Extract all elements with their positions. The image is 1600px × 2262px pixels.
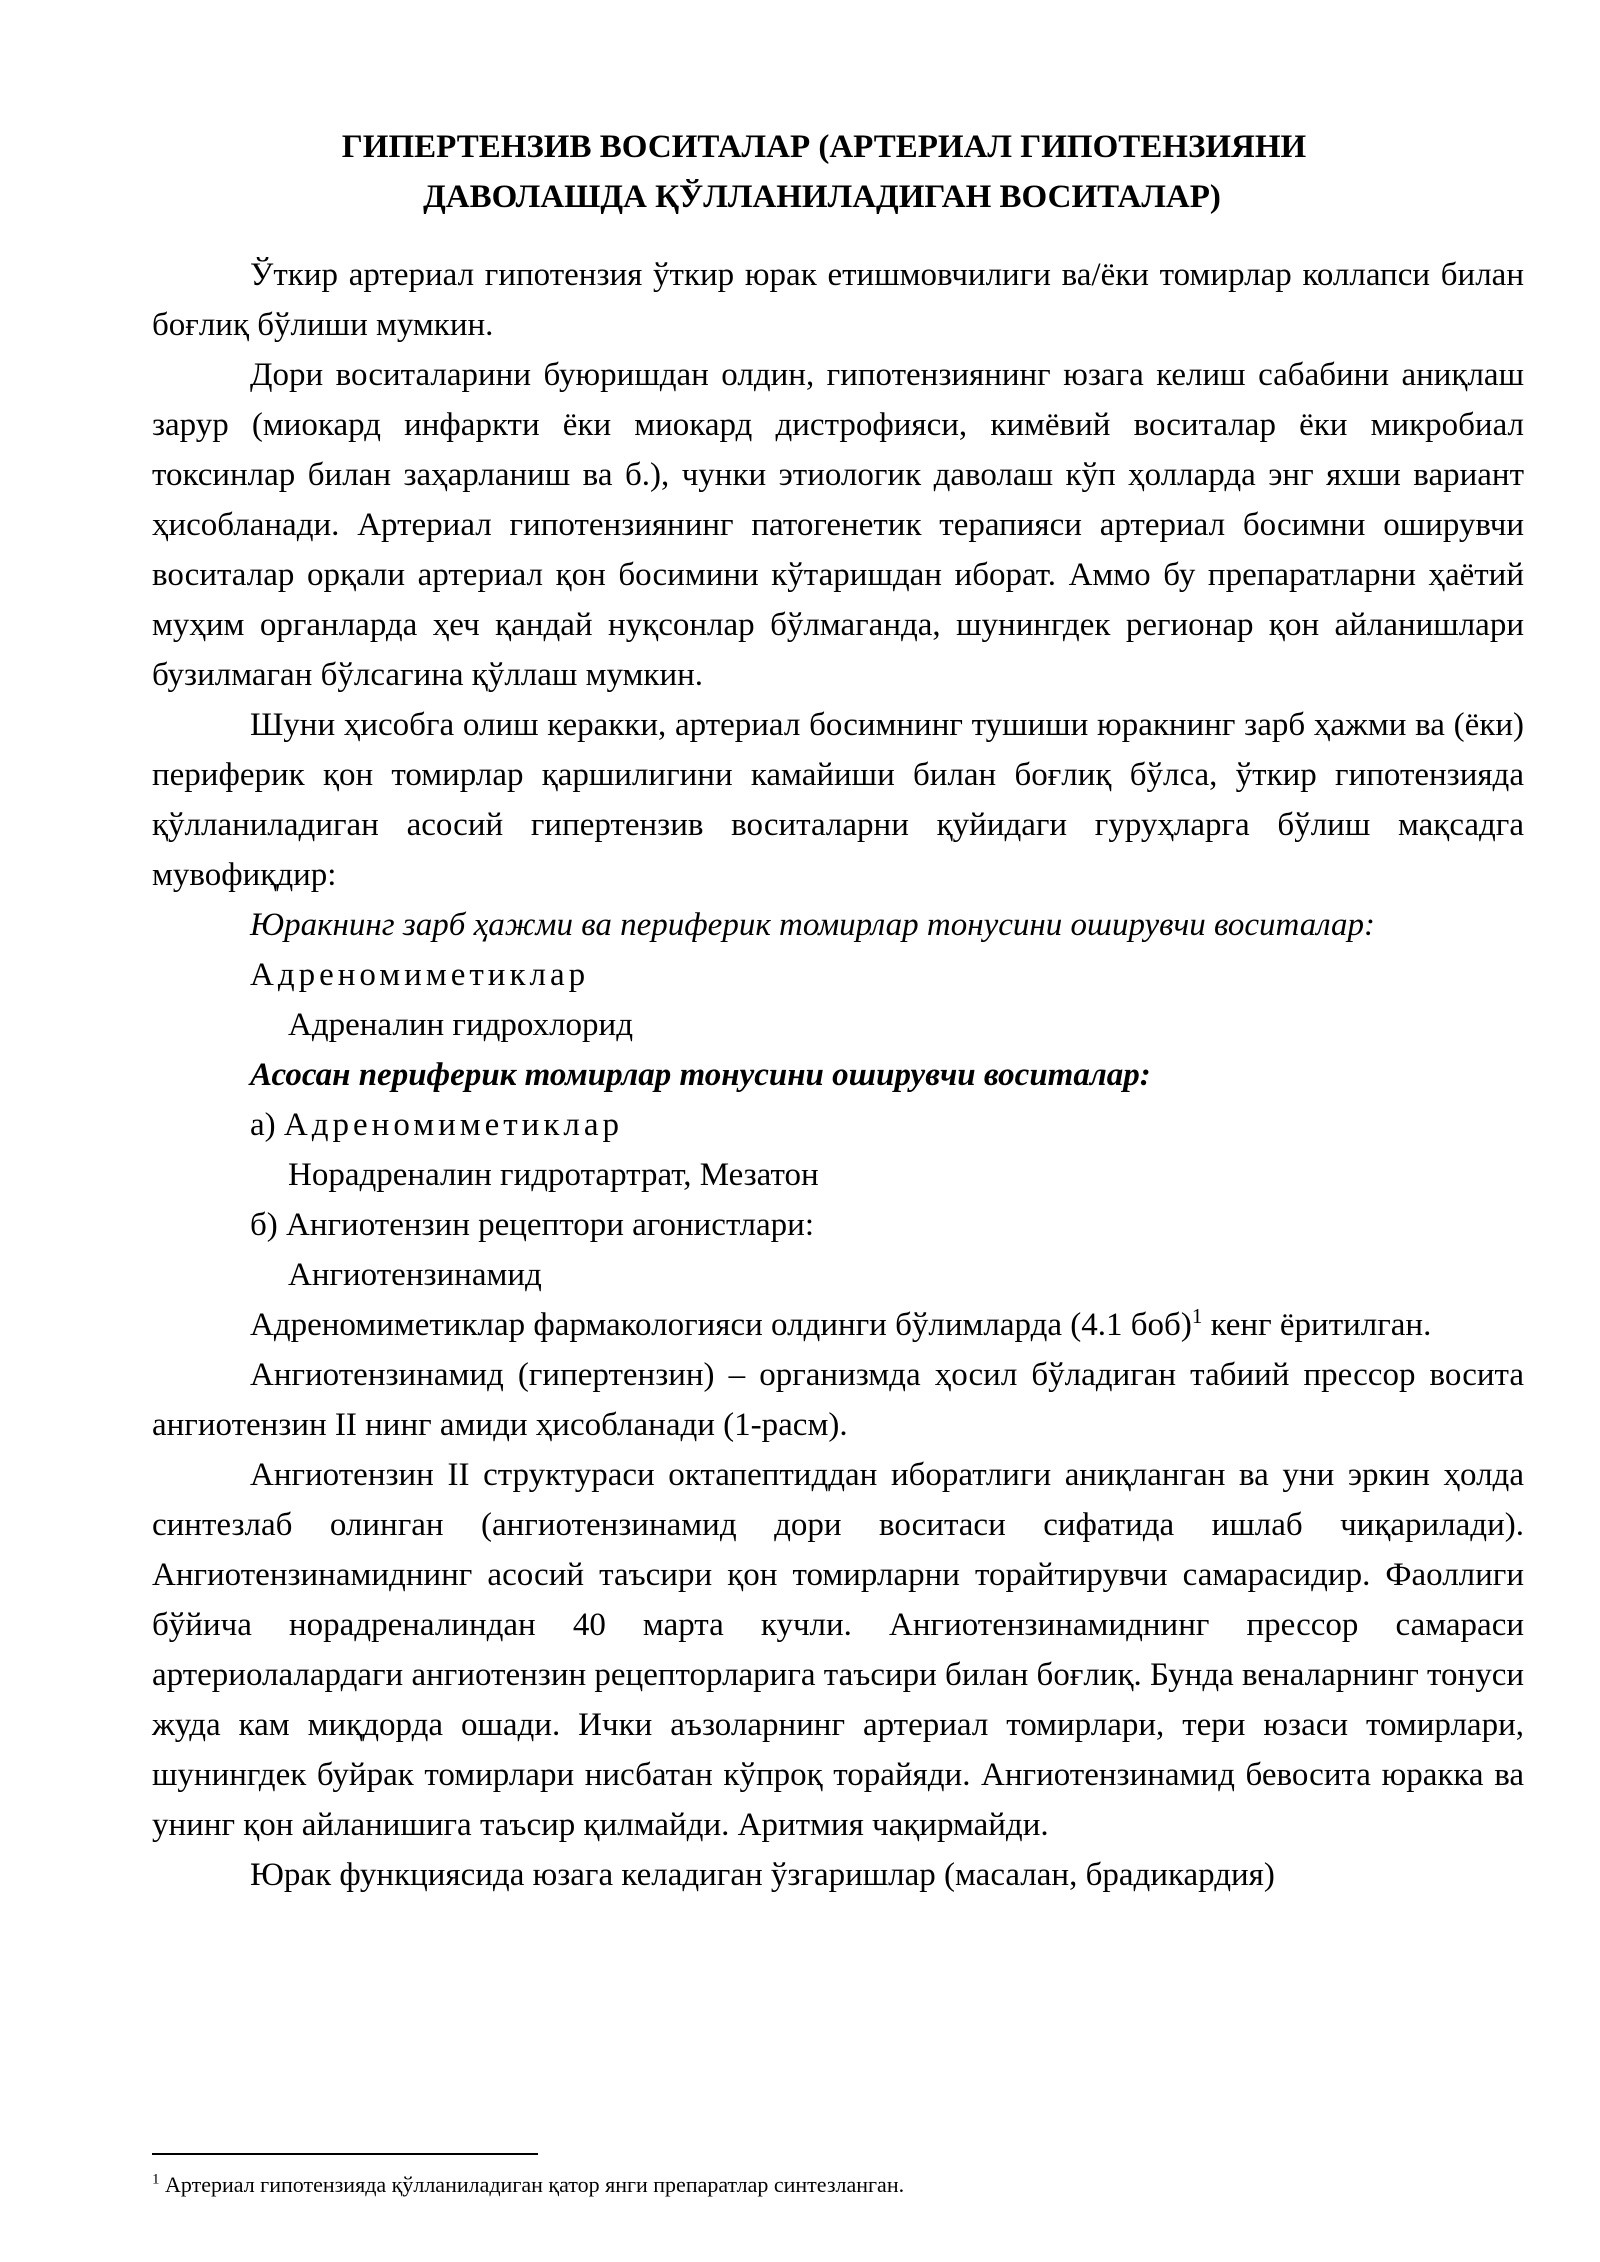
paragraph-4: Ангиотензинамид (гипертензин) – организмда ҳосил бўладиган табиий прессор восита ангиотензин II нинг амиди ҳисобланади (1-расм). <box>152 1357 1524 1443</box>
group1-label: Адреномиметиклар <box>250 957 590 993</box>
group2a-line <box>152 1100 1524 1150</box>
footnote-text: Артериал гипотензияда қўлланиладиган қатор янги препаратлар синтезланган. <box>159 2172 905 2197</box>
paragraph-6: Юрак функциясида юзага келадиган ўзгаришлар (масалан, брадикардия) <box>250 1857 1275 1893</box>
document-body <box>152 250 1524 1900</box>
group2b-label: б) Ангиотензин рецептори агонистлари: <box>250 1207 814 1243</box>
group2a-prefix: а) <box>250 1107 276 1143</box>
paragraph-footnote-ref-tail: кенг ёритилган. <box>1202 1307 1432 1343</box>
group1-item: Адреналин гидрохлорид <box>288 1007 633 1043</box>
paragraph-footnote-ref-text: Адреномиметиклар фармакологияси олдинги бўлимларда (4.1 боб) <box>250 1307 1192 1343</box>
title-line-2: ДАВОЛАШДА ҚЎЛЛАНИЛАДИГАН ВОСИТАЛАР) <box>423 179 1221 215</box>
italic-heading: Юракнинг зарб ҳажми ва периферик томирлар тонусини оширувчи воситалар: <box>250 907 1376 943</box>
footnote <box>152 2170 1524 2200</box>
paragraph-1: Ўткир артериал гипотензия ўткир юрак етишмовчилиги ва/ёки томирлар коллапси билан боғлиқ бўлиши мумкин. <box>152 257 1524 343</box>
group2b-item: Ангиотензинамид <box>288 1257 542 1293</box>
document-title <box>152 122 1524 222</box>
group2a-item: Норадреналин гидротартрат, Мезатон <box>288 1157 819 1193</box>
group2a-label: Адреномиметиклар <box>283 1107 623 1143</box>
footnote-mark: 1 <box>152 2171 160 2188</box>
paragraph-3: Шуни ҳисобга олиш керакки, артериал босимнинг тушиши юракнинг зарб ҳажми ва (ёки) периферик қон томирлар қаршилигини камайиши билан боғлиқ бўлса, ўткир гипотензияда қўлланиладиган асосий гипертензив воситаларни қуйидаги гуруҳларга бўлиш мақсадга мувофиқдир: <box>152 707 1524 893</box>
paragraph-footnote-ref <box>152 1300 1524 1350</box>
title-line-1: ГИПЕРТЕНЗИВ ВОСИТАЛАР (АРТЕРИАЛ ГИПОТЕНЗИЯНИ <box>341 129 1307 165</box>
footnote-divider <box>152 2153 538 2155</box>
bold-italic-heading: Асосан периферик томирлар тонусини оширувчи воситалар: <box>250 1057 1151 1093</box>
paragraph-5: Ангиотензин II структураси октапептиддан иборатлиги аниқланган ва уни эркин ҳолда синтезлаб олинган (ангиотензинамид дори воситаси сифатида ишлаб чиқарилади). Ангиотензинамиднинг асосий таъсири қон томирларни торайтирувчи самарасидир. Фаоллиги бўйича норадреналиндан 40 марта кучли. Ангиотензинамиднинг прессор самараси артериолалардаги ангиотензин рецепторларига таъсири билан боғлиқ. Бунда веналарнинг тонуси жуда кам миқдорда ошади. Ички аъзоларнинг артериал томирлари, тери юзаси томирлари, шунингдек буйрак томирлари нисбатан кўпроқ торайяди. Ангиотензинамид бевосита юракка ва унинг қон айланишига таъсир қилмайди. Аритмия чақирмайди. <box>152 1457 1524 1843</box>
paragraph-2: Дори воситаларини буюришдан олдин, гипотензиянинг юзага келиш сабабини аниқлаш зарур (миокард инфаркти ёки миокард дистрофияси, кимёвий воситалар ёки микробиал токсинлар билан заҳарланиш ва б.), чунки этиологик даволаш кўп ҳолларда энг яхши вариант ҳисобланади. Артериал гипотензиянинг патогенетик терапияси артериал босимни оширувчи воситалар орқали артериал қон босимини кўтаришдан иборат. Аммо бу препаратларни ҳаётий муҳим органларда ҳеч қандай нуқсонлар бўлмаганда, шунингдек регионар қон айланишлари бузилмаган бўлсагина қўллаш мумкин. <box>152 357 1524 693</box>
footnote-reference[interactable]: 1 <box>1191 1304 1203 1328</box>
